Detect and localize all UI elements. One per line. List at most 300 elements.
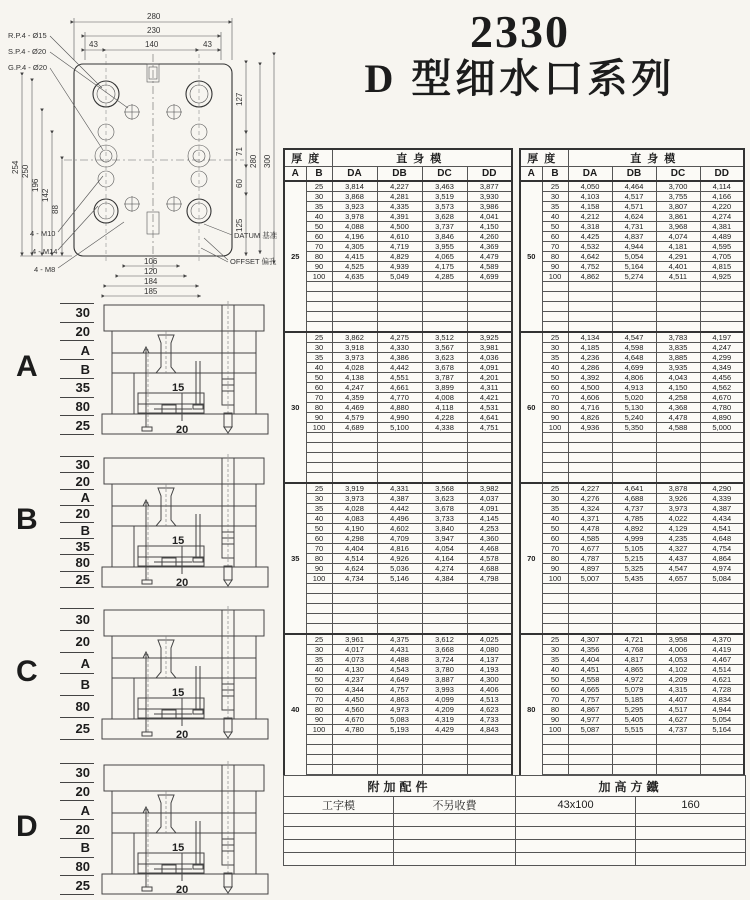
price-cell: 5,215 <box>612 554 656 564</box>
price-row <box>284 363 512 373</box>
price-cell: 3,958 <box>656 634 700 645</box>
b-thickness-value: 25 <box>542 181 568 192</box>
empty-cell <box>467 312 512 322</box>
b-thickness-value: 30 <box>306 192 332 202</box>
svg-text:71: 71 <box>235 147 244 156</box>
price-cell: 3,925 <box>467 332 512 343</box>
price-cell: 4,164 <box>422 554 467 564</box>
b-thickness-value: 40 <box>306 363 332 373</box>
price-cell: 4,719 <box>377 242 422 252</box>
a-thickness-value: 50 <box>520 181 542 332</box>
price-cell: 4,834 <box>700 695 744 705</box>
price-cell: 4,300 <box>467 675 512 685</box>
svg-text:20: 20 <box>176 884 189 896</box>
price-cell: 4,369 <box>467 242 512 252</box>
b-thickness-value: 35 <box>542 655 568 665</box>
price-row <box>284 655 512 665</box>
empty-cell <box>568 443 612 453</box>
empty-cell <box>612 745 656 755</box>
price-cell: 4,404 <box>332 544 377 554</box>
b-thickness-value: 80 <box>306 403 332 413</box>
empty-cell <box>332 745 377 755</box>
price-cell: 4,829 <box>377 252 422 262</box>
b-thickness-value: 30 <box>306 645 332 655</box>
empty-cell <box>284 840 394 853</box>
empty-row <box>520 443 744 453</box>
price-cell: 4,442 <box>377 363 422 373</box>
col-header-straight-mold: 直身模 <box>332 149 512 167</box>
plate-dimension-label: A <box>60 490 94 506</box>
price-cell: 3,700 <box>656 181 700 192</box>
empty-cell <box>377 765 422 775</box>
empty-cell <box>612 443 656 453</box>
price-cell: 4,274 <box>700 212 744 222</box>
empty-cell <box>332 282 377 292</box>
empty-cell <box>636 840 746 853</box>
price-cell: 4,716 <box>568 403 612 413</box>
empty-cell <box>656 282 700 292</box>
price-row <box>520 343 744 353</box>
svg-text:127: 127 <box>235 92 244 106</box>
empty-row <box>284 312 512 322</box>
price-cell: 4,657 <box>656 574 700 584</box>
price-cell: 4,319 <box>422 715 467 725</box>
price-cell: 4,247 <box>332 383 377 393</box>
b-thickness-value: 25 <box>306 483 332 494</box>
price-row <box>284 413 512 423</box>
plate-dimension-label: 20 <box>60 783 94 802</box>
price-cell: 4,670 <box>332 715 377 725</box>
price-cell: 3,899 <box>422 383 467 393</box>
price-cell: 4,737 <box>656 725 700 735</box>
empty-cell <box>516 827 636 840</box>
price-cell: 4,757 <box>568 695 612 705</box>
price-cell: 4,862 <box>568 272 612 282</box>
empty-row <box>520 614 744 624</box>
b-thickness-value: 90 <box>306 262 332 272</box>
empty-cell <box>612 614 656 624</box>
svg-text:4 - M8: 4 - M8 <box>34 265 56 274</box>
col-header-da: DA <box>568 167 612 182</box>
price-cell: 5,164 <box>612 262 656 272</box>
col-header-dd: DD <box>700 167 744 182</box>
price-cell: 4,315 <box>656 685 700 695</box>
empty-cell <box>656 443 700 453</box>
price-cell: 4,737 <box>612 504 656 514</box>
empty-cell <box>306 735 332 745</box>
empty-cell <box>700 443 744 453</box>
empty-cell <box>306 765 332 775</box>
price-cell: 4,281 <box>377 192 422 202</box>
empty-cell <box>700 735 744 745</box>
price-cell: 4,359 <box>332 393 377 403</box>
plate-dimension-label: A <box>60 801 94 820</box>
price-cell: 4,150 <box>656 383 700 393</box>
empty-cell <box>422 594 467 604</box>
price-cell: 5,087 <box>568 725 612 735</box>
price-cell: 3,840 <box>422 524 467 534</box>
a-thickness-value: 40 <box>284 634 306 785</box>
empty-cell <box>568 735 612 745</box>
price-table-left <box>283 148 513 786</box>
price-cell: 4,642 <box>568 252 612 262</box>
price-row <box>284 332 512 343</box>
empty-cell <box>377 745 422 755</box>
empty-cell <box>422 755 467 765</box>
empty-cell <box>467 765 512 775</box>
empty-cell <box>700 453 744 463</box>
price-row <box>520 181 744 192</box>
empty-cell <box>542 745 568 755</box>
price-cell: 4,228 <box>422 413 467 423</box>
plate-dimension-label: B <box>60 674 94 696</box>
price-cell: 4,291 <box>656 252 700 262</box>
empty-cell <box>612 433 656 443</box>
price-row <box>520 192 744 202</box>
empty-cell <box>377 292 422 302</box>
price-cell: 3,807 <box>656 202 700 212</box>
price-cell: 4,531 <box>467 403 512 413</box>
price-cell: 4,589 <box>467 262 512 272</box>
price-cell: 4,558 <box>568 675 612 685</box>
empty-cell <box>306 624 332 635</box>
price-cell: 3,628 <box>422 212 467 222</box>
plate-dimension-label: 25 <box>60 718 94 740</box>
price-cell: 4,843 <box>467 725 512 735</box>
b-thickness-value: 40 <box>542 514 568 524</box>
plate-dimension-label: 20 <box>60 323 94 342</box>
empty-cell <box>332 292 377 302</box>
empty-cell <box>422 312 467 322</box>
price-cell: 4,517 <box>612 192 656 202</box>
empty-cell <box>422 735 467 745</box>
price-cell: 4,335 <box>377 202 422 212</box>
price-cell: 5,130 <box>612 403 656 413</box>
empty-cell <box>306 312 332 322</box>
price-cell: 4,479 <box>467 252 512 262</box>
empty-cell <box>612 473 656 484</box>
price-cell: 4,665 <box>568 685 612 695</box>
price-cell: 4,610 <box>377 232 422 242</box>
price-cell: 4,235 <box>656 534 700 544</box>
plate-stack-dimensions <box>60 303 94 435</box>
empty-cell <box>306 443 332 453</box>
price-cell: 4,138 <box>332 373 377 383</box>
price-cell: 4,247 <box>700 343 744 353</box>
empty-row <box>520 292 744 302</box>
empty-cell <box>332 584 377 594</box>
price-cell: 4,606 <box>568 393 612 403</box>
empty-cell <box>612 453 656 463</box>
b-thickness-value: 35 <box>542 353 568 363</box>
mold-section-diagram-c <box>4 600 278 750</box>
price-cell: 4,145 <box>467 514 512 524</box>
price-row <box>284 645 512 655</box>
empty-row <box>284 473 512 484</box>
empty-row <box>284 624 512 635</box>
diagram-letter: B <box>16 503 38 536</box>
empty-cell <box>612 282 656 292</box>
price-cell: 3,993 <box>422 685 467 695</box>
price-cell: 4,770 <box>377 393 422 403</box>
a-thickness-value: 30 <box>284 332 306 483</box>
empty-cell <box>612 322 656 333</box>
empty-cell <box>306 584 332 594</box>
b-thickness-value: 35 <box>306 353 332 363</box>
price-cell: 4,043 <box>656 373 700 383</box>
price-cell: 4,103 <box>568 192 612 202</box>
price-cell: 4,867 <box>568 705 612 715</box>
price-cell: 4,733 <box>467 715 512 725</box>
empty-row <box>520 604 744 614</box>
empty-cell <box>542 312 568 322</box>
price-cell: 3,814 <box>332 181 377 192</box>
price-cell: 5,325 <box>612 564 656 574</box>
plate-dimension-label: A <box>60 653 94 675</box>
price-cell: 4,404 <box>568 655 612 665</box>
a-thickness-value: 80 <box>520 634 542 785</box>
empty-cell <box>332 765 377 775</box>
empty-row <box>284 814 746 827</box>
svg-text:4 - M10: 4 - M10 <box>30 229 56 238</box>
price-cell: 4,008 <box>422 393 467 403</box>
empty-row <box>520 473 744 484</box>
price-cell: 4,384 <box>422 574 467 584</box>
svg-text:20: 20 <box>176 577 189 589</box>
b-thickness-value: 90 <box>542 413 568 423</box>
empty-row <box>284 302 512 312</box>
price-cell: 4,118 <box>422 403 467 413</box>
price-cell: 4,286 <box>568 363 612 373</box>
diagram-letter: D <box>16 810 38 843</box>
price-row <box>284 574 512 584</box>
b-thickness-value: 80 <box>306 252 332 262</box>
price-cell: 4,236 <box>568 353 612 363</box>
price-cell: 4,624 <box>332 564 377 574</box>
empty-cell <box>422 745 467 755</box>
price-cell: 3,986 <box>467 202 512 212</box>
empty-cell <box>542 302 568 312</box>
price-cell: 3,623 <box>422 494 467 504</box>
price-cell: 4,890 <box>700 413 744 423</box>
svg-text:G.P.4 - Ø20: G.P.4 - Ø20 <box>8 63 48 72</box>
empty-cell <box>467 282 512 292</box>
empty-cell <box>422 302 467 312</box>
empty-row <box>520 594 744 604</box>
price-cell: 4,212 <box>568 212 612 222</box>
empty-cell <box>377 453 422 463</box>
price-cell: 4,330 <box>377 343 422 353</box>
svg-text:15: 15 <box>172 842 185 854</box>
mold-section-sketch <box>96 606 276 746</box>
price-cell: 4,571 <box>612 202 656 212</box>
empty-cell <box>467 443 512 453</box>
a-thickness-value: 70 <box>520 483 542 634</box>
price-cell: 4,892 <box>612 524 656 534</box>
price-cell: 4,237 <box>332 675 377 685</box>
empty-cell <box>332 453 377 463</box>
price-row <box>284 695 512 705</box>
price-row <box>284 202 512 212</box>
empty-cell <box>612 584 656 594</box>
empty-cell <box>332 322 377 333</box>
b-thickness-value: 35 <box>306 202 332 212</box>
price-cell: 4,500 <box>377 222 422 232</box>
empty-cell <box>467 302 512 312</box>
empty-cell <box>542 322 568 333</box>
price-cell: 4,227 <box>377 181 422 192</box>
svg-text:280: 280 <box>147 12 161 21</box>
empty-cell <box>332 312 377 322</box>
price-cell: 3,926 <box>656 494 700 504</box>
plate-stack-dimensions <box>60 608 94 740</box>
price-cell: 4,276 <box>568 494 612 504</box>
price-cell: 4,274 <box>422 564 467 574</box>
price-cell: 4,041 <box>467 212 512 222</box>
b-thickness-value: 60 <box>306 232 332 242</box>
price-row <box>520 544 744 554</box>
b-thickness-value: 25 <box>542 634 568 645</box>
price-cell: 4,429 <box>422 725 467 735</box>
empty-cell <box>377 322 422 333</box>
price-cell: 4,974 <box>700 564 744 574</box>
price-cell: 4,925 <box>700 272 744 282</box>
price-cell: 4,360 <box>467 534 512 544</box>
price-cell: 5,083 <box>377 715 422 725</box>
price-cell: 4,514 <box>332 554 377 564</box>
empty-cell <box>612 302 656 312</box>
empty-cell <box>568 312 612 322</box>
plate-dimension-label: 30 <box>60 763 94 783</box>
price-cell: 3,724 <box>422 655 467 665</box>
price-row <box>520 564 744 574</box>
price-row <box>520 554 744 564</box>
b-thickness-value: 80 <box>306 705 332 715</box>
price-cell: 4,816 <box>377 544 422 554</box>
empty-cell <box>542 282 568 292</box>
plate-dimension-label: 20 <box>60 506 94 522</box>
b-thickness-value: 30 <box>542 192 568 202</box>
price-row <box>284 705 512 715</box>
riser-block-header: 加高方鐵 <box>516 776 746 797</box>
empty-cell <box>306 302 332 312</box>
empty-cell <box>568 322 612 333</box>
empty-row <box>284 584 512 594</box>
price-row <box>520 252 744 262</box>
plate-dimension-label: 25 <box>60 876 94 895</box>
b-thickness-value: 60 <box>542 685 568 695</box>
empty-cell <box>656 312 700 322</box>
price-cell: 3,919 <box>332 483 377 494</box>
price-cell: 4,525 <box>332 262 377 272</box>
price-cell: 4,201 <box>467 373 512 383</box>
empty-cell <box>700 473 744 484</box>
price-cell: 4,088 <box>332 222 377 232</box>
price-row <box>520 332 744 343</box>
price-cell: 3,668 <box>422 645 467 655</box>
price-cell: 4,865 <box>612 665 656 675</box>
price-cell: 4,324 <box>568 504 612 514</box>
col-header-dc: DC <box>656 167 700 182</box>
price-cell: 3,978 <box>332 212 377 222</box>
b-thickness-value: 35 <box>542 202 568 212</box>
svg-text:4 - M14: 4 - M14 <box>32 247 58 256</box>
price-row <box>284 222 512 232</box>
empty-cell <box>542 473 568 484</box>
b-thickness-value: 40 <box>542 212 568 222</box>
b-thickness-value: 50 <box>542 524 568 534</box>
price-cell: 3,961 <box>332 634 377 645</box>
empty-cell <box>612 463 656 473</box>
empty-cell <box>377 584 422 594</box>
bottom-dimensions <box>105 257 201 296</box>
svg-text:140: 140 <box>145 40 159 49</box>
price-cell: 4,421 <box>467 393 512 403</box>
empty-cell <box>377 312 422 322</box>
empty-cell <box>636 814 746 827</box>
plate-dimension-label: 80 <box>60 398 94 417</box>
empty-cell <box>284 814 394 827</box>
price-cell: 4,837 <box>612 232 656 242</box>
col-header-thickness: 厚度 <box>520 149 568 167</box>
empty-cell <box>700 765 744 775</box>
price-cell: 4,488 <box>377 655 422 665</box>
empty-cell <box>306 745 332 755</box>
price-row <box>284 564 512 574</box>
b-thickness-value: 70 <box>542 242 568 252</box>
empty-cell <box>612 292 656 302</box>
price-cell: 4,285 <box>422 272 467 282</box>
plate-dimension-label: B <box>60 839 94 858</box>
price-cell: 4,437 <box>656 554 700 564</box>
price-cell: 4,175 <box>422 262 467 272</box>
price-cell: 4,065 <box>422 252 467 262</box>
svg-text:120: 120 <box>144 267 158 276</box>
empty-row <box>284 853 746 866</box>
price-row <box>284 353 512 363</box>
empty-cell <box>422 453 467 463</box>
price-cell: 4,547 <box>656 564 700 574</box>
price-cell: 4,166 <box>700 192 744 202</box>
empty-cell <box>467 322 512 333</box>
price-cell: 4,022 <box>656 514 700 524</box>
b-thickness-value: 70 <box>306 242 332 252</box>
top-dimensions <box>74 12 232 60</box>
empty-row <box>520 624 744 635</box>
b-thickness-value: 80 <box>542 554 568 564</box>
price-row <box>520 534 744 544</box>
b-thickness-value: 60 <box>542 534 568 544</box>
empty-cell <box>394 840 516 853</box>
price-cell: 4,785 <box>612 514 656 524</box>
empty-cell <box>612 604 656 614</box>
price-cell: 4,318 <box>568 222 612 232</box>
empty-cell <box>568 463 612 473</box>
plate-dimension-label: 30 <box>60 608 94 631</box>
price-cell: 5,193 <box>377 725 422 735</box>
price-cell: 4,973 <box>377 705 422 715</box>
empty-row <box>284 765 512 775</box>
empty-cell <box>542 624 568 635</box>
price-cell: 4,391 <box>377 212 422 222</box>
price-row <box>284 383 512 393</box>
empty-row <box>284 614 512 624</box>
b-thickness-value: 50 <box>306 524 332 534</box>
price-row <box>520 665 744 675</box>
price-cell: 4,699 <box>612 363 656 373</box>
price-cell: 5,350 <box>612 423 656 433</box>
price-cell: 4,787 <box>568 554 612 564</box>
